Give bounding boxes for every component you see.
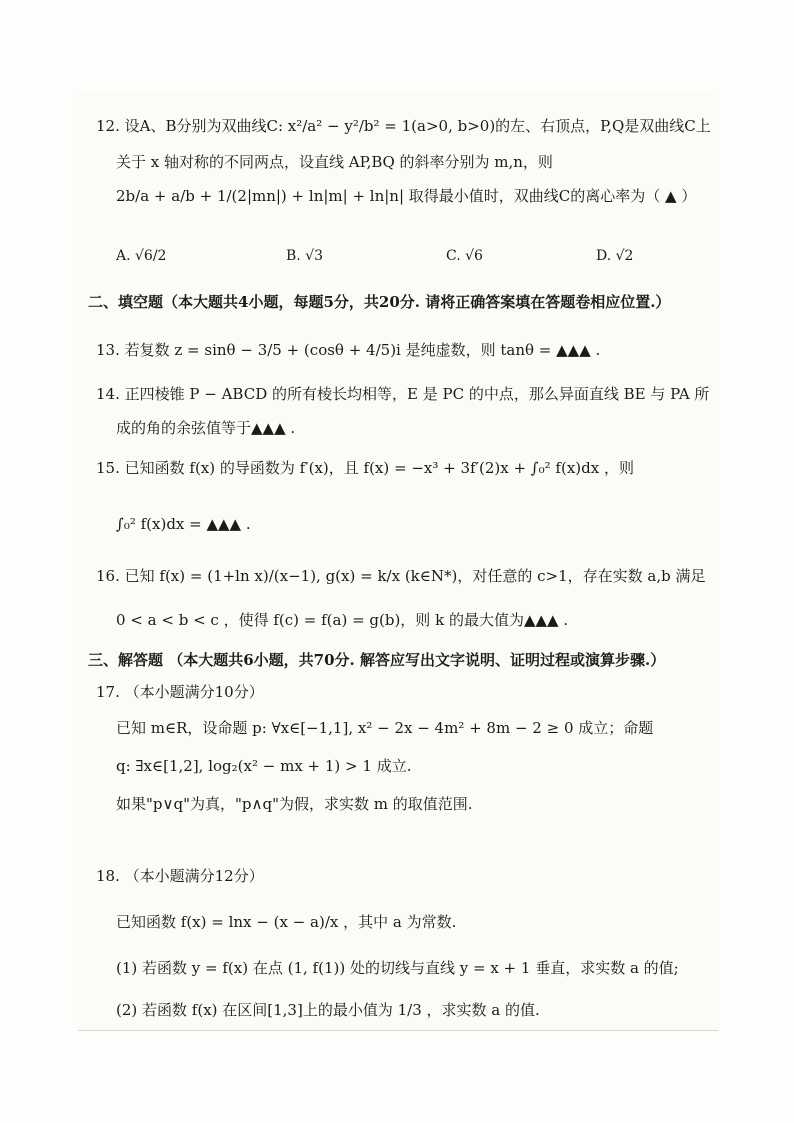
section-2-title: 二、填空题（本大题共4小题，每题5分，共20分. 请将正确答案填在答题卷相应位置.）	[88, 293, 671, 311]
q17-line-3: 如果"p∨q"为真，"p∧q"为假，求实数 m 的取值范围.	[116, 795, 473, 813]
q18-line-1: 已知函数 f(x) = lnx − (x − a)/x ，其中 a 为常数.	[116, 913, 457, 931]
q14-line-2: 成的角的余弦值等于▲▲▲ .	[116, 419, 296, 437]
q16-line-2: 0 < a < b < c ，使得 f(c) = f(a) = g(b)，则 k 的最大值为▲▲▲ .	[116, 611, 569, 629]
q17-line-2: q: ∃x∈[1,2], log₂(x² − mx + 1) > 1 成立.	[116, 757, 412, 775]
q16-line-1: 16. 已知 f(x) = (1+ln x)/(x−1), g(x) = k/x (k∈N*)，对任意的 c>1，存在实数 a,b 满足	[96, 567, 706, 585]
q15-line-1: 15. 已知函数 f(x) 的导函数为 f′(x)，且 f(x) = −x³ + 3f′(2)x + ∫₀² f(x)dx ，则	[96, 459, 634, 477]
q17-line-1: 已知 m∈R，设命题 p: ∀x∈[−1,1], x² − 2x − 4m² + 8m − 2 ≥ 0 成立；命题	[116, 719, 654, 737]
q15-line-2: ∫₀² f(x)dx = ▲▲▲ .	[116, 515, 251, 533]
q12-line-3: 2b/a + a/b + 1/(2|mn|) + ln|m| + ln|n| 取得最小值时，双曲线C的离心率为（ ▲ ）	[116, 187, 697, 205]
bottom-divider	[78, 1030, 718, 1031]
q12-line-2: 关于 x 轴对称的不同两点，设直线 AP,BQ 的斜率分别为 m,n，则	[116, 153, 553, 171]
q12-option-d: D. √2	[596, 248, 634, 264]
paper-sheet	[78, 92, 718, 1032]
q18-line-2: (1) 若函数 y = f(x) 在点 (1, f(1)) 处的切线与直线 y = x + 1 垂直，求实数 a 的值;	[116, 959, 679, 977]
q18-line-3: (2) 若函数 f(x) 在区间[1,3]上的最小值为 1/3 ，求实数 a 的值.	[116, 1001, 540, 1019]
q14-line-1: 14. 正四棱锥 P − ABCD 的所有棱长均相等，E 是 PC 的中点，那么异面直线 BE 与 PA 所	[96, 385, 710, 403]
q13-line-1: 13. 若复数 z = sinθ − 3/5 + (cosθ + 4/5)i 是纯虚数，则 tanθ = ▲▲▲ .	[96, 341, 601, 359]
q18-header: 18. （本小题满分12分）	[96, 867, 264, 885]
q12-option-b: B. √3	[286, 248, 324, 264]
section-3-title: 三、解答题 （本大题共6小题，共70分. 解答应写出文字说明、证明过程或演算步骤.）	[88, 651, 666, 669]
q12-option-a: A. √6/2	[116, 248, 167, 264]
q12-option-c: C. √6	[446, 248, 483, 264]
q17-header: 17. （本小题满分10分）	[96, 683, 264, 701]
q12-line-1: 12. 设A、B分别为双曲线C: x²/a² − y²/b² = 1(a>0, b>0)的左、右顶点，P,Q是双曲线C上	[96, 117, 711, 135]
